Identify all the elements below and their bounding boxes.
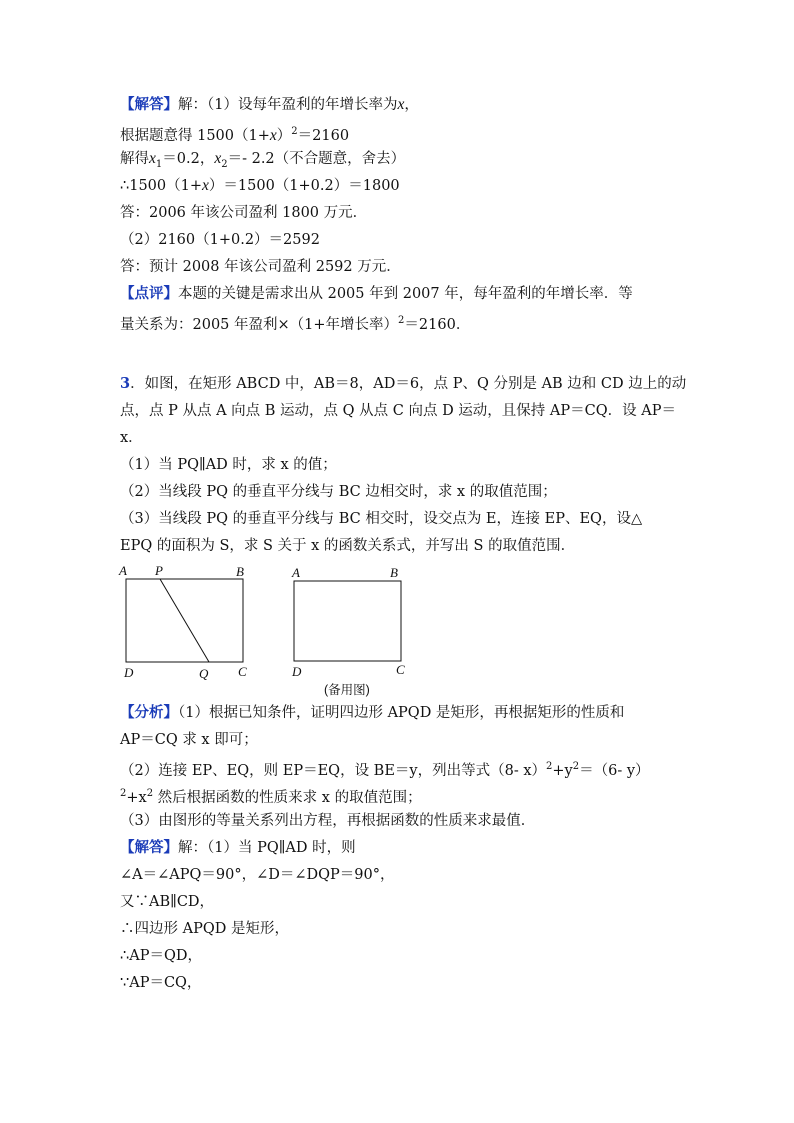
figure-1 bbox=[118, 563, 247, 681]
answer-q3-line-4: ∴四边形 APQD 是矩形， bbox=[120, 921, 289, 937]
label-b: B bbox=[236, 564, 244, 579]
answer-tag: 【解答】 bbox=[120, 96, 178, 113]
text: ＝2160． bbox=[404, 316, 471, 333]
var-x: x bbox=[202, 177, 209, 194]
analysis-line-4 bbox=[120, 784, 422, 808]
var-x2: x bbox=[214, 150, 222, 167]
label-q: Q bbox=[199, 666, 209, 681]
part-2-calc: （2）2160（1+0.2）＝2592 bbox=[120, 232, 320, 248]
text: 量关系为：2005 年盈利×（1+年增长率） bbox=[120, 316, 399, 333]
answer-2008: 答：预计 2008 年该公司盈利 2592 万元． bbox=[120, 259, 401, 275]
analysis-line-5: （3）由图形的等量关系列出方程，再根据函数的性质来求最值． bbox=[120, 813, 536, 829]
question-3-part-2: （2）当线段 PQ 的垂直平分线与 BC 边相交时，求 x 的取值范围； bbox=[120, 484, 557, 500]
analysis-tag: 【分析】 bbox=[120, 704, 178, 721]
exponent: 2 bbox=[398, 315, 405, 326]
text: ∴1500（1+ bbox=[120, 178, 203, 194]
subscript: 2 bbox=[221, 158, 228, 170]
comment-line-2 bbox=[120, 311, 470, 335]
label-d: D bbox=[124, 665, 134, 680]
answer-q3-line-2: ∠A＝∠APQ＝90°，∠D＝∠DQP＝90°， bbox=[120, 867, 395, 883]
text: 解：（1）当 PQ∥AD 时，则 bbox=[178, 840, 356, 856]
label-d: D bbox=[292, 664, 302, 679]
label-p: P bbox=[155, 563, 163, 578]
exponent: 2 bbox=[572, 761, 580, 772]
comment-tag: 【点评】 bbox=[120, 285, 178, 302]
var-x1: x bbox=[149, 150, 156, 167]
text: 根据题意得 1500（1+ bbox=[120, 127, 270, 144]
question-3-line-3: x． bbox=[120, 430, 143, 446]
rectangle-abcd-spare bbox=[294, 581, 401, 661]
solution-line bbox=[120, 149, 405, 175]
answer-2006: 答：2006 年该公司盈利 1800 万元． bbox=[120, 205, 368, 221]
text: ）＝1500（1+0.2）＝1800 bbox=[208, 178, 400, 194]
label-a: A bbox=[292, 565, 300, 580]
var-x: x bbox=[269, 126, 277, 144]
figure-caption: (备用图) bbox=[324, 683, 370, 697]
analysis-line-1 bbox=[120, 703, 624, 723]
question-3-part-3b: EPQ 的面积为 S，求 S 关于 x 的函数关系式，并写出 S 的取值范围． bbox=[120, 538, 576, 554]
text: ＝0.2， bbox=[162, 151, 215, 167]
analysis-line-2: AP＝CQ 求 x 即可； bbox=[120, 732, 258, 748]
label-a: A bbox=[119, 563, 127, 578]
text: ） bbox=[276, 127, 292, 144]
var-x: x bbox=[397, 96, 405, 113]
question-number: 3 bbox=[120, 375, 131, 392]
text: 然后根据函数的性质来求 x 的取值范围； bbox=[153, 789, 422, 806]
text: ＝（6- y） bbox=[579, 762, 650, 779]
text: ， bbox=[404, 97, 419, 113]
label-c: C bbox=[396, 662, 405, 677]
analysis-line-3 bbox=[120, 757, 650, 781]
text: ＝2160 bbox=[297, 127, 350, 144]
text: 解：（1）设每年盈利的年增长率为 bbox=[178, 97, 398, 113]
answer-q3-line-5: ∴AP＝QD， bbox=[120, 948, 202, 964]
subscript: 1 bbox=[155, 158, 163, 170]
text: 本题的关键是需求出从 2005 年到 2007 年，每年盈利的年增长率．等 bbox=[178, 286, 633, 302]
label-b: B bbox=[390, 565, 398, 580]
exponent: 2 bbox=[120, 788, 127, 799]
text: ＝- 2.2（不合题意，舍去） bbox=[227, 151, 406, 167]
text: （2）连接 EP、EQ，则 EP＝EQ，设 BE＝y，列出等式（8- x） bbox=[120, 762, 547, 779]
text: +x bbox=[126, 789, 147, 806]
answer-q3-line-6: ∵AP＝CQ， bbox=[120, 975, 202, 991]
question-3-part-1: （1）当 PQ∥AD 时，求 x 的值； bbox=[120, 457, 337, 473]
comment-line-1 bbox=[120, 284, 633, 304]
text: （1）根据已知条件，证明四边形 APQD 是矩形，再根据矩形的性质和 bbox=[178, 705, 625, 721]
question-3-line-2: 点，点 P 从点 A 向点 B 运动，点 Q 从点 C 向点 D 运动，且保持 AP＝CQ．设 AP＝ bbox=[120, 403, 676, 419]
answer-q3-line-1 bbox=[120, 838, 356, 858]
answer-line-1 bbox=[120, 95, 419, 115]
geometry-figures bbox=[0, 560, 794, 690]
therefore-line bbox=[120, 176, 400, 196]
label-c: C bbox=[238, 664, 247, 679]
segment-pq bbox=[160, 579, 209, 662]
exponent: 2 bbox=[546, 761, 553, 772]
answer-tag: 【解答】 bbox=[120, 839, 178, 856]
text: +y bbox=[552, 762, 573, 779]
exponent: 2 bbox=[291, 126, 298, 137]
exponent: 2 bbox=[146, 788, 154, 799]
text: 解得 bbox=[120, 151, 149, 167]
figure-2-spare bbox=[291, 565, 405, 679]
equation-line bbox=[120, 122, 349, 146]
question-3-part-3a: （3）当线段 PQ 的垂直平分线与 BC 相交时，设交点为 E，连接 EP、EQ，设△ bbox=[120, 511, 643, 527]
question-3-line-1 bbox=[120, 374, 686, 394]
text: ．如图，在矩形 ABCD 中，AB＝8，AD＝6，点 P、Q 分别是 AB 边和 CD 边上的动 bbox=[130, 376, 687, 392]
answer-q3-line-3: 又∵AB∥CD， bbox=[120, 894, 215, 910]
